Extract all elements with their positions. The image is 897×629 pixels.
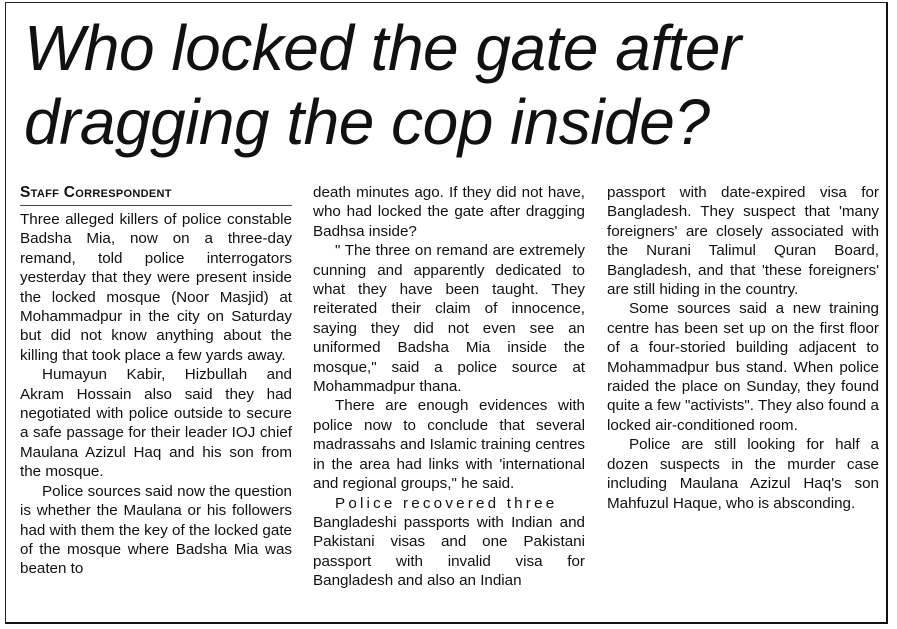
paragraph: Police sources said now the question is whether the Maulana or his followers had with them the key of the locked gate of the mosque where Badsha Mia was beaten to [20, 482, 292, 578]
paragraph: death minutes ago. If they did not have, who had locked the gate after dragging Badhsa inside? [313, 184, 585, 240]
article-column-3 [607, 183, 879, 513]
paragraph: passport with date-expired visa for Bangladesh. They suspect that 'many foreigners' are closely associated with the Nurani Talimul Quran Board, Bangladesh, and that 'these foreigners' are still hiding in the country. [607, 184, 879, 299]
paragraph: Some sources said a new training centre has been set up on the first floor of a four-storied building adjacent to Mohammadpur bus stand. When police raided the place on Sunday, they found quite a few "activists". They also found a locked air-conditioned room. [607, 300, 879, 434]
paragraph: Police are still looking for half a dozen suspects in the murder case including Maulana Azizul Haq's son Mahfuzul Haque, who is absconding. [607, 436, 879, 512]
paragraph: " The three on remand are extremely cunning and apparently dedicated to what they have been taught. They reiterated their claim of innocence, saying they did not even see an uniformed Badsha Mia inside the mosque," said a police source at Mohammadpur thana. [313, 242, 585, 396]
paragraph: Bangladeshi passports with Indian and Pakistani visas and one Pakistani passport with invalid visa for Bangladesh and also an Indian [313, 513, 585, 590]
headline-line-2: dragging the cop inside? [24, 86, 710, 158]
paragraph: There are enough evidences with police now to conclude that several madrassahs and Islamic training centres in the area had links with 'international and regional groups," he said. [313, 397, 585, 493]
paragraph: Police recovered three [335, 494, 558, 512]
paragraph: Humayun Kabir, Hizbullah and Akram Hossain also said they had negotiated with police outside to secure a safe passage for their leader IOJ chief Maulana Azizul Haq and his son from the mosque. [20, 366, 292, 481]
paragraph: Three alleged killers of police constable Badsha Mia, now on a three-day remand, told police interrogators yesterday that they were present inside the locked mosque (Noor Masjid) at Mohammadpur in the city on Saturday but did not know anything about the killing that took place a few yards away. [20, 211, 292, 364]
byline: Staff Correspondent [20, 183, 292, 206]
article-column-1 [20, 183, 292, 579]
headline [24, 11, 884, 159]
article-column-2 [313, 183, 585, 591]
headline-line-1: Who locked the gate after [24, 12, 741, 84]
